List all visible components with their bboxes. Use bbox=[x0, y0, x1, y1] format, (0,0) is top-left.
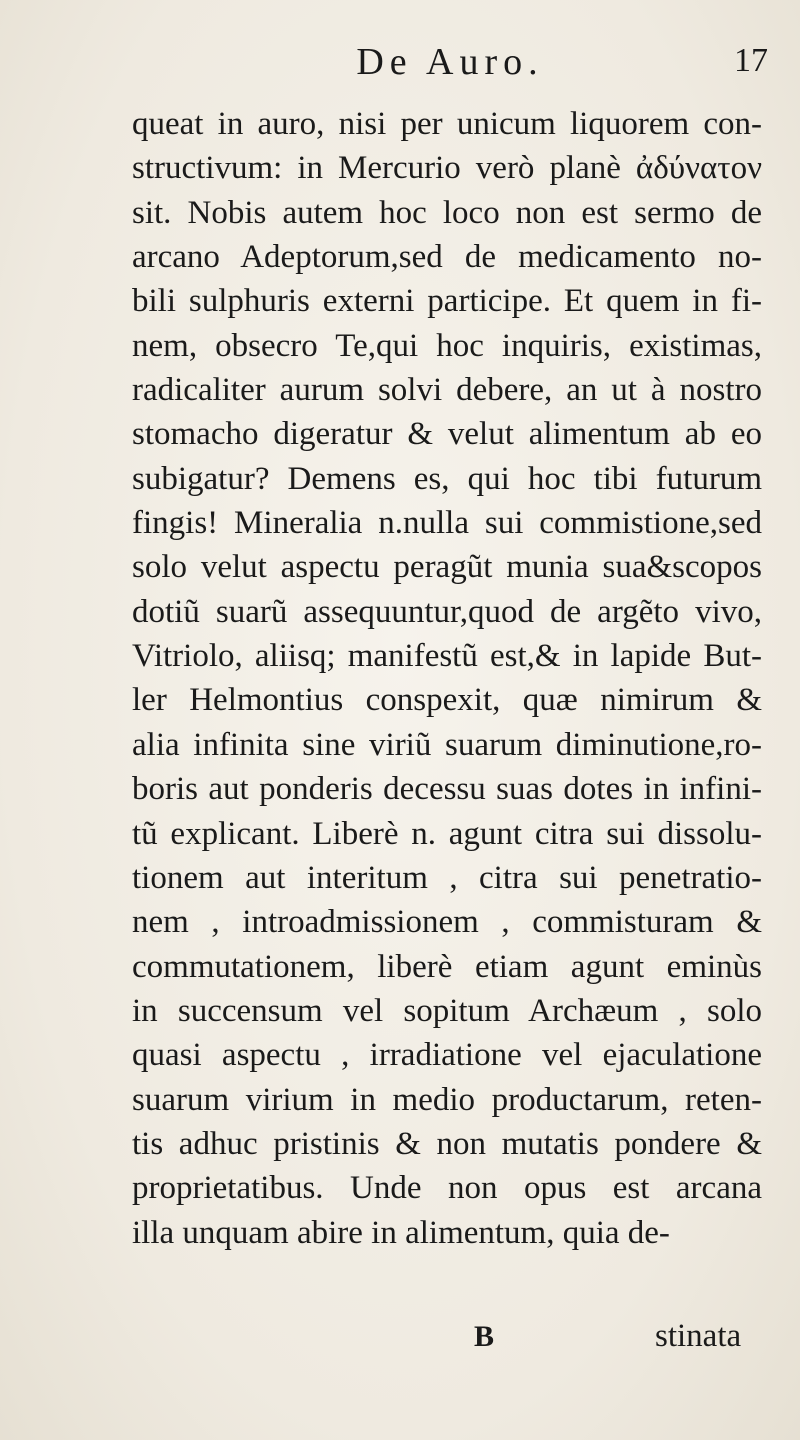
text-line: subigatur? Demens es, qui hoc tibi futurum bbox=[132, 460, 762, 497]
text-line: bili sulphuris externi participe. Et quem in fi- bbox=[132, 283, 762, 320]
body-text bbox=[132, 102, 762, 1255]
text-line: proprietatibus. Unde non opus est arcana bbox=[132, 1170, 762, 1207]
text-line: fingis! Mineralia n.nulla sui commistione,sed bbox=[132, 505, 762, 542]
catchword: stinata bbox=[655, 1318, 742, 1354]
text-line: solo velut aspectu peragũt munia sua&scopos bbox=[132, 549, 762, 586]
text-line: structivum: in Mercurio verò planè ἀδύνατον bbox=[132, 150, 762, 187]
text-line: ler Helmontius conspexit, quæ nimirum & bbox=[132, 682, 762, 719]
text-line: sit. Nobis autem hoc loco non est sermo de bbox=[132, 194, 762, 231]
text-line: arcano Adeptorum,sed de medicamento no- bbox=[132, 239, 762, 276]
text-line: dotiũ suarũ assequuntur,quod de argẽto vivo, bbox=[132, 593, 762, 630]
text-line: boris aut ponderis decessu suas dotes in infini- bbox=[132, 771, 762, 808]
text-line: tis adhuc pristinis & non mutatis pondere & bbox=[132, 1125, 762, 1162]
text-line: radicaliter aurum solvi debere, an ut à nostro bbox=[132, 372, 762, 409]
page-number: 17 bbox=[734, 42, 768, 79]
text-line: queat in auro, nisi per unicum liquorem con- bbox=[132, 106, 762, 142]
text-line: nem , introadmissionem , commisturam & bbox=[132, 904, 762, 941]
text-line: in succensum vel sopitum Archæum , solo bbox=[132, 992, 762, 1029]
text-line: nem, obsecro Te,qui hoc inquiris, existimas, bbox=[132, 327, 762, 364]
text-line: tionem aut interitum , citra sui penetratio- bbox=[132, 859, 762, 896]
text-line: alia infinita sine viriũ suarum diminutione,ro- bbox=[132, 726, 762, 763]
signature-mark: B bbox=[474, 1320, 495, 1353]
text-line: tũ explicant. Liberè n. agunt citra sui dissolu- bbox=[132, 815, 762, 852]
running-head: De Auro. bbox=[356, 41, 544, 83]
text-line: illa unquam abire in alimentum, quia de- bbox=[132, 1214, 670, 1251]
text-line: Vitriolo, aliisq; manifestũ est,& in lapide But- bbox=[132, 638, 762, 675]
text-line: suarum virium in medio productarum, reten- bbox=[132, 1081, 762, 1118]
text-line: stomacho digeratur & velut alimentum ab eo bbox=[132, 416, 762, 453]
text-line: quasi aspectu , irradiatione vel ejaculatione bbox=[132, 1037, 762, 1074]
text-line: commutationem, liberè etiam agunt eminùs bbox=[132, 948, 762, 985]
page-header bbox=[0, 40, 800, 100]
